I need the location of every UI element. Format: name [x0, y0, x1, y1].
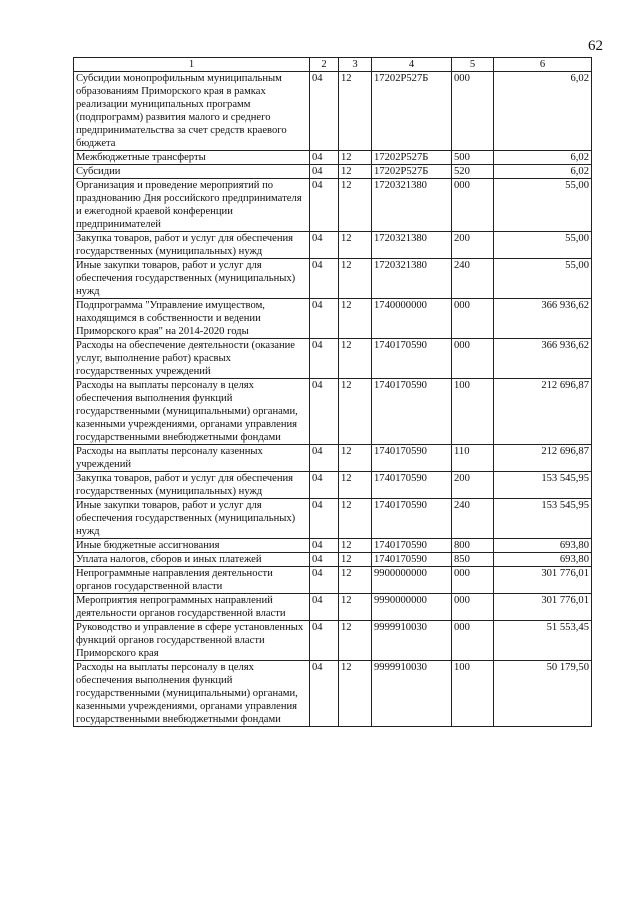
subsection-code-cell: 12: [339, 299, 372, 339]
budget-table: [73, 57, 592, 727]
section-code-cell: 04: [310, 472, 339, 499]
row-name-cell: Иные бюджетные ассигнования: [74, 539, 310, 553]
amount-cell: 6,02: [494, 165, 592, 179]
row-name-cell: Закупка товаров, работ и услуг для обеспечения государственных (муниципальных) нужд: [74, 472, 310, 499]
target-code-cell: 9999910030: [372, 661, 452, 727]
row-name-cell: Иные закупки товаров, работ и услуг для обеспечения государственных (муниципальных) нужд: [74, 499, 310, 539]
expense-type-cell: 000: [452, 72, 494, 151]
section-code-cell: 04: [310, 445, 339, 472]
amount-cell: 693,80: [494, 553, 592, 567]
target-code-cell: 1720321380: [372, 179, 452, 232]
section-code-cell: 04: [310, 539, 339, 553]
table-row: [74, 472, 592, 499]
table-row: [74, 594, 592, 621]
target-code-cell: 1740170590: [372, 553, 452, 567]
section-code-cell: 04: [310, 232, 339, 259]
target-code-cell: 1740170590: [372, 539, 452, 553]
table-row: [74, 232, 592, 259]
row-name-cell: Иные закупки товаров, работ и услуг для обеспечения государственных (муниципальных) нужд: [74, 259, 310, 299]
section-code-cell: 04: [310, 339, 339, 379]
row-name-cell: Руководство и управление в сфере установленных функций органов государственной власти Приморского края: [74, 621, 310, 661]
table-row: [74, 553, 592, 567]
row-name-cell: Субсидии: [74, 165, 310, 179]
table-row: [74, 661, 592, 727]
expense-type-cell: 500: [452, 151, 494, 165]
column-header: 3: [339, 58, 372, 72]
target-code-cell: 17202Р527Б: [372, 151, 452, 165]
row-name-cell: Непрограммные направления деятельности органов государственной власти: [74, 567, 310, 594]
amount-cell: 366 936,62: [494, 299, 592, 339]
amount-cell: 301 776,01: [494, 594, 592, 621]
expense-type-cell: 110: [452, 445, 494, 472]
table-header-row: [74, 58, 592, 72]
table-row: [74, 379, 592, 445]
subsection-code-cell: 12: [339, 553, 372, 567]
amount-cell: 55,00: [494, 179, 592, 232]
target-code-cell: 1740170590: [372, 499, 452, 539]
row-name-cell: Субсидии монопрофильным муниципальным образованиям Приморского края в рамках реализации муниципальных программ (подпрограмм) развития малого и среднего предпринимательства за счет средств краевого бюджета: [74, 72, 310, 151]
row-name-cell: Закупка товаров, работ и услуг для обеспечения государственных (муниципальных) нужд: [74, 232, 310, 259]
section-code-cell: 04: [310, 165, 339, 179]
row-name-cell: Расходы на выплаты персоналу казенных учреждений: [74, 445, 310, 472]
section-code-cell: 04: [310, 553, 339, 567]
expense-type-cell: 100: [452, 379, 494, 445]
row-name-cell: Расходы на выплаты персоналу в целях обеспечения выполнения функций государственными (муниципальными) органами, казенными учреждениями, органами управления государственными внебюджетными фондами: [74, 661, 310, 727]
row-name-cell: Уплата налогов, сборов и иных платежей: [74, 553, 310, 567]
column-header: 1: [74, 58, 310, 72]
subsection-code-cell: 12: [339, 661, 372, 727]
table-body: [74, 72, 592, 727]
page-number: 62: [588, 38, 603, 54]
target-code-cell: 9999910030: [372, 621, 452, 661]
subsection-code-cell: 12: [339, 165, 372, 179]
column-header: 5: [452, 58, 494, 72]
row-name-cell: Межбюджетные трансферты: [74, 151, 310, 165]
table-row: [74, 179, 592, 232]
row-name-cell: Организация и проведение мероприятий по празднованию Дня российского предпринимателя и ежегодной краевой конференции предпринимателей: [74, 179, 310, 232]
amount-cell: 50 179,50: [494, 661, 592, 727]
table-row: [74, 151, 592, 165]
section-code-cell: 04: [310, 499, 339, 539]
target-code-cell: 1740000000: [372, 299, 452, 339]
subsection-code-cell: 12: [339, 379, 372, 445]
amount-cell: 212 696,87: [494, 445, 592, 472]
target-code-cell: 17202Р527Б: [372, 72, 452, 151]
section-code-cell: 04: [310, 299, 339, 339]
expense-type-cell: 000: [452, 179, 494, 232]
subsection-code-cell: 12: [339, 72, 372, 151]
amount-cell: 366 936,62: [494, 339, 592, 379]
expense-type-cell: 100: [452, 661, 494, 727]
section-code-cell: 04: [310, 151, 339, 165]
subsection-code-cell: 12: [339, 594, 372, 621]
subsection-code-cell: 12: [339, 151, 372, 165]
amount-cell: 51 553,45: [494, 621, 592, 661]
subsection-code-cell: 12: [339, 179, 372, 232]
subsection-code-cell: 12: [339, 339, 372, 379]
subsection-code-cell: 12: [339, 539, 372, 553]
amount-cell: 301 776,01: [494, 567, 592, 594]
amount-cell: 55,00: [494, 232, 592, 259]
amount-cell: 693,80: [494, 539, 592, 553]
target-code-cell: 9990000000: [372, 594, 452, 621]
amount-cell: 6,02: [494, 151, 592, 165]
expense-type-cell: 240: [452, 499, 494, 539]
table-row: [74, 445, 592, 472]
expense-type-cell: 000: [452, 299, 494, 339]
target-code-cell: 1720321380: [372, 259, 452, 299]
table-row: [74, 72, 592, 151]
subsection-code-cell: 12: [339, 445, 372, 472]
expense-type-cell: 000: [452, 339, 494, 379]
subsection-code-cell: 12: [339, 472, 372, 499]
subsection-code-cell: 12: [339, 567, 372, 594]
expense-type-cell: 000: [452, 567, 494, 594]
table-row: [74, 259, 592, 299]
expense-type-cell: 200: [452, 232, 494, 259]
expense-type-cell: 850: [452, 553, 494, 567]
target-code-cell: 9900000000: [372, 567, 452, 594]
subsection-code-cell: 12: [339, 259, 372, 299]
amount-cell: 153 545,95: [494, 499, 592, 539]
subsection-code-cell: 12: [339, 621, 372, 661]
target-code-cell: 1740170590: [372, 472, 452, 499]
section-code-cell: 04: [310, 594, 339, 621]
expense-type-cell: 240: [452, 259, 494, 299]
section-code-cell: 04: [310, 72, 339, 151]
target-code-cell: 1740170590: [372, 339, 452, 379]
section-code-cell: 04: [310, 259, 339, 299]
expense-type-cell: 000: [452, 621, 494, 661]
row-name-cell: Расходы на обеспечение деятельности (оказание услуг, выполнение работ) красвых государственных учреждений: [74, 339, 310, 379]
target-code-cell: 1740170590: [372, 445, 452, 472]
amount-cell: 55,00: [494, 259, 592, 299]
row-name-cell: Подпрограмма "Управление имуществом, находящимся в собственности и ведении Приморского края" на 2014-2020 годы: [74, 299, 310, 339]
row-name-cell: Расходы на выплаты персоналу в целях обеспечения выполнения функций государственными (муниципальными) органами, казенными учреждениями, органами управления государственными внебюджетными фондами: [74, 379, 310, 445]
table-row: [74, 567, 592, 594]
section-code-cell: 04: [310, 567, 339, 594]
section-code-cell: 04: [310, 379, 339, 445]
section-code-cell: 04: [310, 621, 339, 661]
target-code-cell: 1720321380: [372, 232, 452, 259]
subsection-code-cell: 12: [339, 232, 372, 259]
expense-type-cell: 800: [452, 539, 494, 553]
table-row: [74, 621, 592, 661]
table-row: [74, 499, 592, 539]
amount-cell: 6,02: [494, 72, 592, 151]
table-row: [74, 539, 592, 553]
amount-cell: 212 696,87: [494, 379, 592, 445]
section-code-cell: 04: [310, 179, 339, 232]
amount-cell: 153 545,95: [494, 472, 592, 499]
target-code-cell: 17202Р527Б: [372, 165, 452, 179]
table-row: [74, 165, 592, 179]
row-name-cell: Мероприятия непрограммных направлений деятельности органов государственной власти: [74, 594, 310, 621]
section-code-cell: 04: [310, 661, 339, 727]
expense-type-cell: 520: [452, 165, 494, 179]
subsection-code-cell: 12: [339, 499, 372, 539]
column-header: 6: [494, 58, 592, 72]
table-row: [74, 299, 592, 339]
table-row: [74, 339, 592, 379]
expense-type-cell: 000: [452, 594, 494, 621]
column-header: 4: [372, 58, 452, 72]
expense-type-cell: 200: [452, 472, 494, 499]
column-header: 2: [310, 58, 339, 72]
target-code-cell: 1740170590: [372, 379, 452, 445]
